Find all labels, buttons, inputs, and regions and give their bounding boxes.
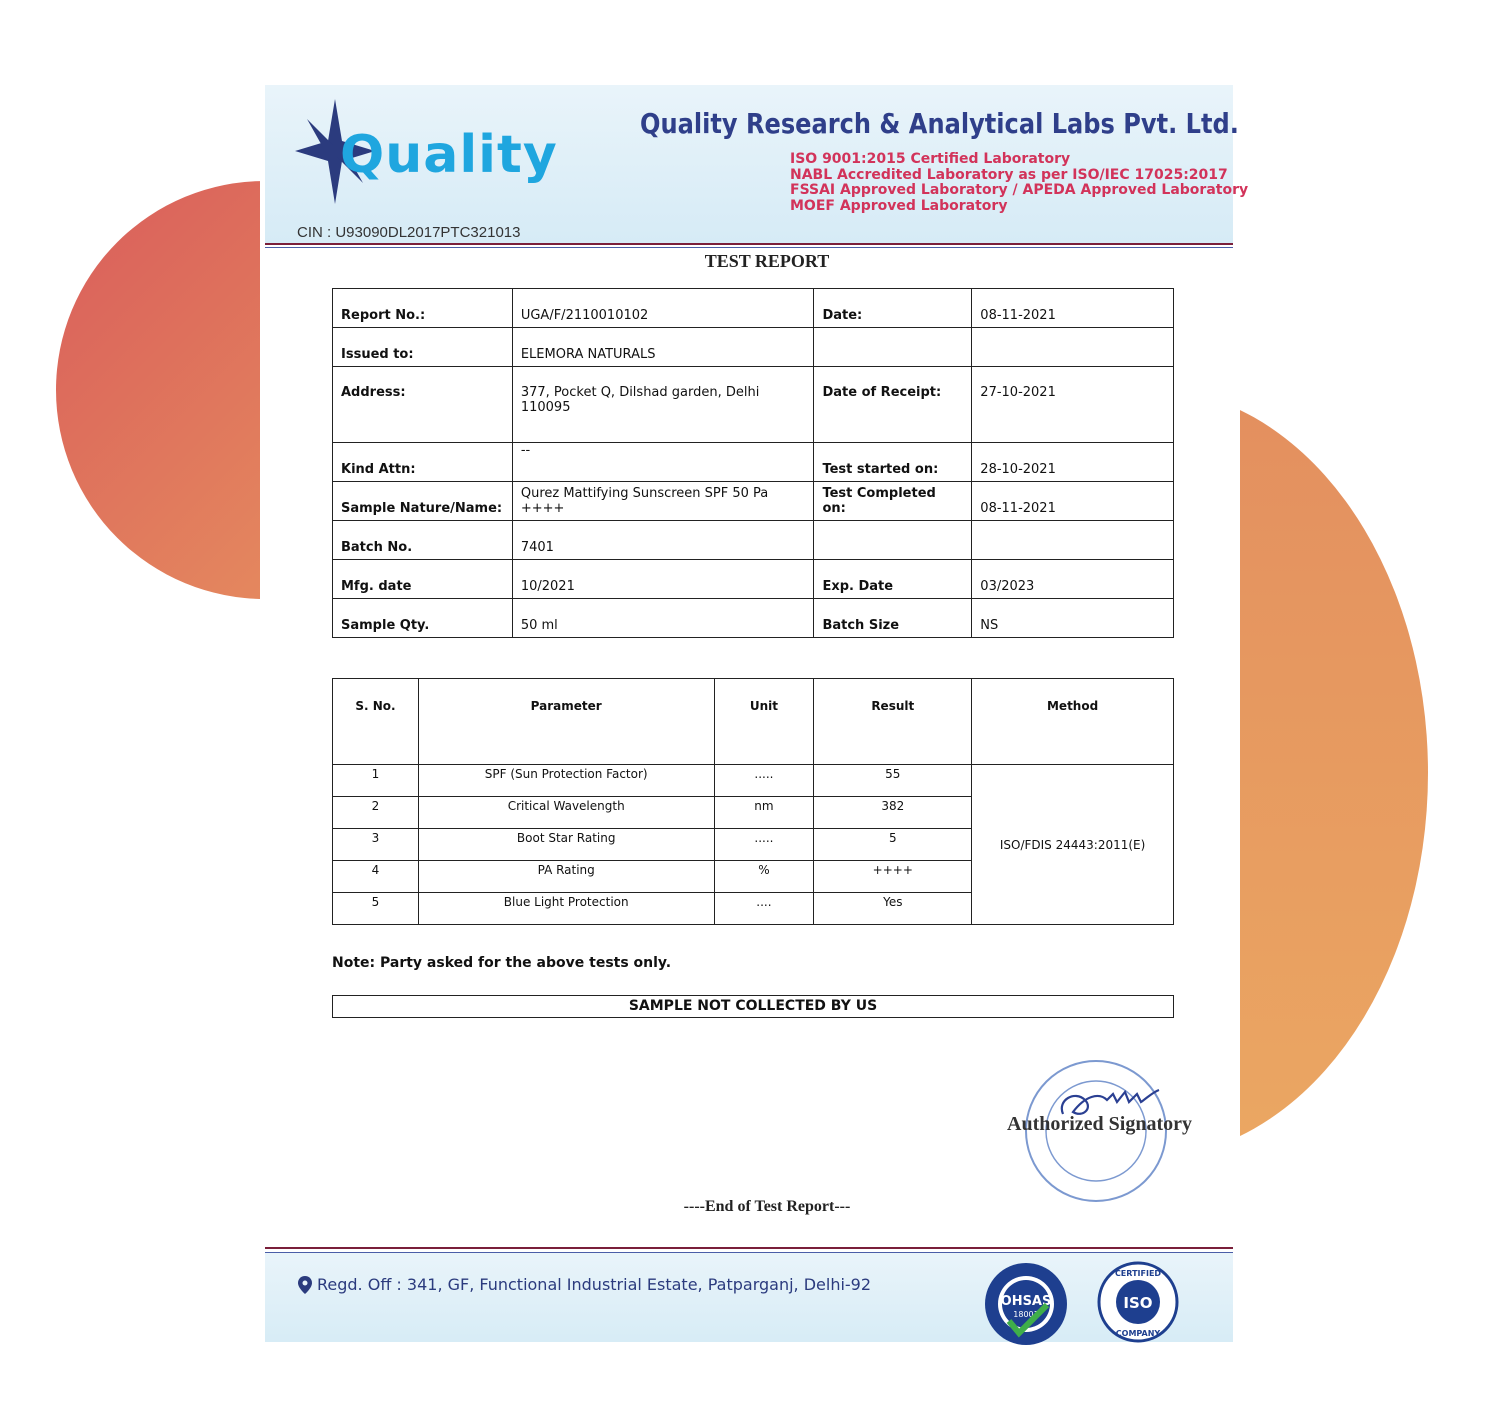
result-cell: 5 — [814, 829, 972, 861]
unit-cell: ..... — [714, 829, 814, 861]
note-text: Note: Party asked for the above tests only. — [332, 955, 672, 971]
receipt-label: Date of Receipt: — [814, 367, 972, 443]
column-header: Unit — [714, 679, 814, 765]
report-no-label: Report No.: — [333, 289, 513, 328]
iso-badge-text: ISO — [1123, 1294, 1153, 1312]
kind-attn-value: -- — [512, 443, 814, 482]
results-header-row — [333, 679, 1174, 765]
receipt-value: 27-10-2021 — [972, 367, 1174, 443]
sno-cell: 4 — [333, 861, 419, 893]
address-line: 110095 — [520, 400, 571, 415]
result-cell: Yes — [814, 893, 972, 925]
address-line: 377, Pocket Q, Dilshad garden, Delhi — [520, 385, 760, 400]
sno-cell: 3 — [333, 829, 419, 861]
iso-badge-bottomtext: COMPANY — [1115, 1329, 1161, 1338]
batch-no-label: Batch No. — [333, 521, 513, 560]
column-header: Method — [972, 679, 1174, 765]
mfg-date-label: Mfg. date — [333, 560, 513, 599]
date-value: 08-11-2021 — [972, 289, 1174, 328]
sample-qty-label: Sample Qty. — [333, 599, 513, 638]
unit-cell: % — [714, 861, 814, 893]
result-cell: ++++ — [814, 861, 972, 893]
report-info-table — [332, 288, 1174, 638]
info-row — [333, 367, 1174, 443]
sample-banner: SAMPLE NOT COLLECTED BY US — [332, 995, 1174, 1018]
sample-label: Sample Nature/Name: — [333, 482, 513, 521]
exp-date-value: 03/2023 — [972, 560, 1174, 599]
letterhead — [265, 85, 1249, 243]
certification-line: ISO 9001:2015 Certified Laboratory — [790, 151, 1071, 167]
test-completed-value: 08-11-2021 — [972, 482, 1174, 521]
mfg-date-value: 10/2021 — [512, 560, 814, 599]
column-header: Result — [814, 679, 972, 765]
cin-number: CIN : U93090DL2017PTC321013 — [297, 224, 521, 241]
info-row — [333, 599, 1174, 638]
test-started-label: Test started on: — [814, 443, 972, 482]
empty-cell — [972, 521, 1174, 560]
iso-certification-badge — [1097, 1261, 1179, 1343]
info-row — [333, 289, 1174, 328]
header-divider — [265, 243, 1233, 248]
report-title: TEST REPORT — [704, 251, 830, 271]
table-row — [333, 765, 1174, 797]
ohsas-badge-text: OHSAS — [1000, 1294, 1052, 1309]
registered-office-address: Regd. Off : 341, GF, Functional Industrial Estate, Patparganj, Delhi-92 — [317, 1275, 872, 1294]
parameter-cell: Boot Star Rating — [418, 829, 714, 861]
sample-value: Qurez Mattifying Sunscreen SPF 50 Pa ++++ — [512, 482, 814, 521]
info-row — [333, 328, 1174, 367]
sno-cell: 2 — [333, 797, 419, 829]
footer — [265, 1253, 1233, 1342]
test-report-document — [260, 85, 1249, 1347]
empty-cell — [814, 521, 972, 560]
report-no-value: UGA/F/2110010102 — [512, 289, 814, 328]
parameter-cell: PA Rating — [418, 861, 714, 893]
result-cell: 55 — [814, 765, 972, 797]
address-value — [512, 367, 814, 443]
address-label: Address: — [333, 367, 513, 443]
unit-cell: .... — [714, 893, 814, 925]
batch-size-label: Batch Size — [814, 599, 972, 638]
certification-line: NABL Accredited Laboratory as per ISO/IEC 17025:2017 — [790, 166, 1228, 183]
info-row — [333, 443, 1174, 482]
result-cell: 382 — [814, 797, 972, 829]
date-label: Date: — [814, 289, 972, 328]
info-row — [333, 560, 1174, 599]
sample-qty-value: 50 ml — [512, 599, 814, 638]
parameter-cell: Blue Light Protection — [418, 893, 714, 925]
logo-wordmark: Quality — [340, 125, 558, 185]
sno-cell: 5 — [333, 893, 419, 925]
batch-no-value: 7401 — [512, 521, 814, 560]
empty-cell — [814, 328, 972, 367]
info-row — [333, 521, 1174, 560]
info-row — [333, 482, 1174, 521]
issued-to-label: Issued to: — [333, 328, 513, 367]
certification-line: FSSAI Approved Laboratory / APEDA Approved Laboratory — [790, 182, 1249, 198]
column-header: S. No. — [333, 679, 419, 765]
lab-name: Quality Research & Analytical Labs Pvt. Ltd. — [640, 107, 1239, 140]
test-results-table — [332, 678, 1174, 925]
exp-date-label: Exp. Date — [814, 560, 972, 599]
parameter-cell: SPF (Sun Protection Factor) — [418, 765, 714, 797]
iso-badge-toptext: CERTIFIED — [1114, 1269, 1162, 1278]
ohsas-badge-subtext: 18001 — [1013, 1310, 1039, 1319]
authorized-signatory: Authorized Signatory — [1007, 1113, 1192, 1135]
sno-cell: 1 — [333, 765, 419, 797]
test-completed-label: Test Completed on: — [814, 482, 972, 521]
certifications-list — [790, 152, 1248, 214]
column-header: Parameter — [418, 679, 714, 765]
method-cell: ISO/FDIS 24443:2011(E) — [972, 765, 1174, 925]
kind-attn-label: Kind Attn: — [333, 443, 513, 482]
ohsas-certification-badge — [983, 1261, 1069, 1347]
certification-line: MOEF Approved Laboratory — [790, 197, 1008, 214]
unit-cell: ..... — [714, 765, 814, 797]
parameter-cell: Critical Wavelength — [418, 797, 714, 829]
location-pin-icon — [298, 1276, 312, 1294]
end-of-report: ----End of Test Report--- — [683, 1198, 851, 1215]
batch-size-value: NS — [972, 599, 1174, 638]
unit-cell: nm — [714, 797, 814, 829]
empty-cell — [972, 328, 1174, 367]
test-started-value: 28-10-2021 — [972, 443, 1174, 482]
issued-to-value: ELEMORA NATURALS — [512, 328, 814, 367]
